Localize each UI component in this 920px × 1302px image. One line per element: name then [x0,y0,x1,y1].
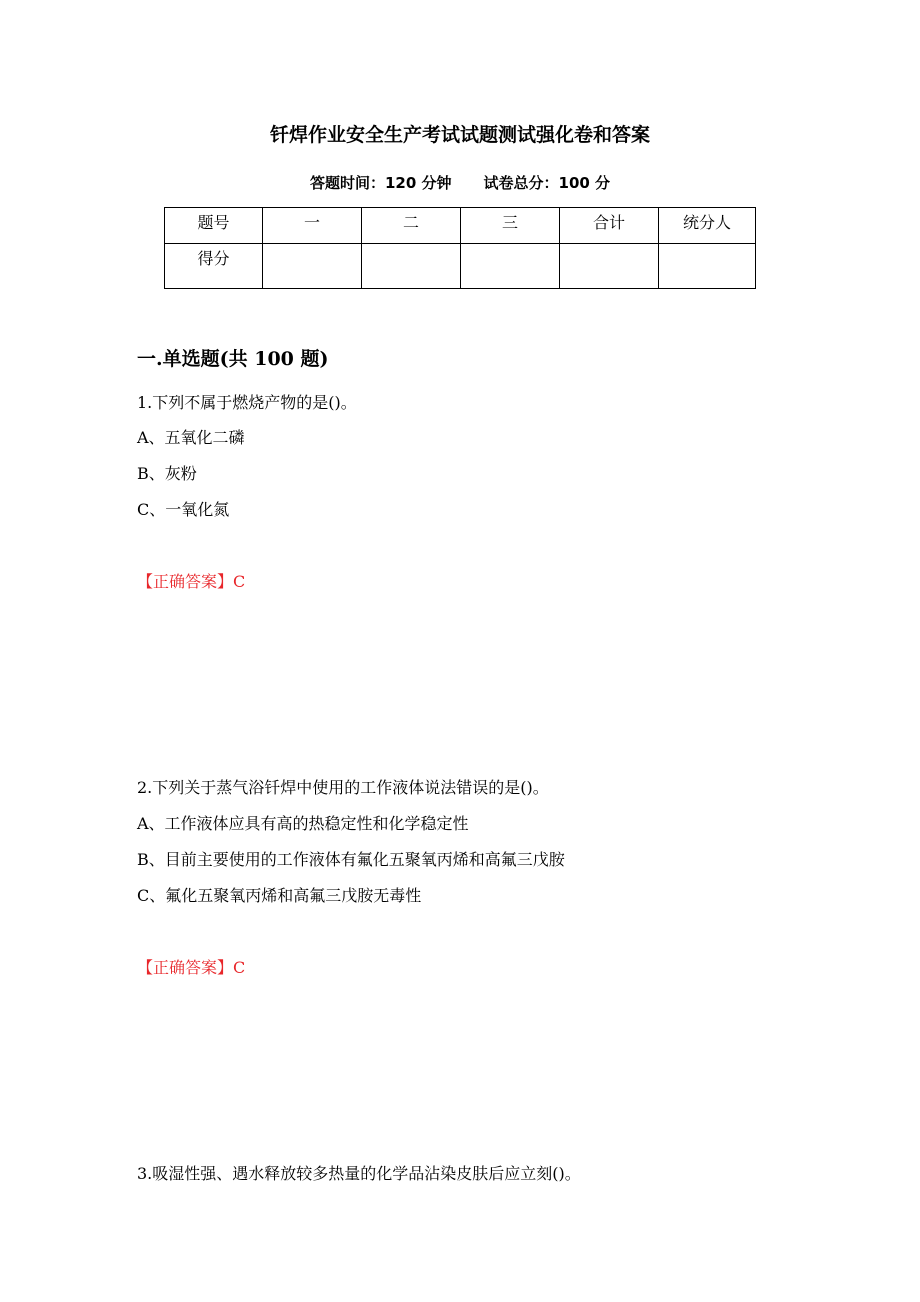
question-stem: 3.吸湿性强、遇水释放较多热量的化学品沾染皮肤后应立刻()。 [137,1164,581,1183]
question-stem: 2.下列关于蒸气浴钎焊中使用的工作液体说法错误的是()。 [137,778,549,797]
score-table-header-row [165,208,756,244]
score-table-row-label: 得分 [165,244,263,289]
exam-title: 钎焊作业安全生产考试试题测试强化卷和答案 [269,124,650,146]
question-option: C、一氧化氮 [137,500,230,519]
question-option: A、工作液体应具有高的热稳定性和化学稳定性 [137,814,469,833]
section-title: 一.单选题(共 100 题) [137,348,329,370]
score-table-header-cell: 合计 [560,208,659,244]
question-stem: 1.下列不属于燃烧产物的是()。 [137,393,357,412]
score-table-header-cell: 题号 [165,208,263,244]
question-option: C、氟化五聚氧丙烯和高氟三戊胺无毒性 [137,886,422,905]
exam-time: 答题时间：120 分钟 [309,174,452,192]
score-table-empty-cell [461,244,560,289]
correct-answer: 【正确答案】C [137,958,246,977]
score-table-empty-cell [560,244,659,289]
question-option: B、灰粉 [137,464,197,483]
exam-meta [0,170,920,196]
score-table-header-cell: 一 [263,208,362,244]
score-table-empty-cell [362,244,461,289]
score-table-score-row [165,244,756,289]
score-table-empty-cell [659,244,756,289]
question-option: A、五氧化二磷 [137,428,245,447]
score-table [164,207,756,289]
score-table-header-cell: 三 [461,208,560,244]
score-table-empty-cell [263,244,362,289]
exam-total-score: 试卷总分：100 分 [483,174,611,192]
score-table-header-cell: 统分人 [659,208,756,244]
score-table-header-cell: 二 [362,208,461,244]
question-option: B、目前主要使用的工作液体有氟化五聚氧丙烯和高氟三戊胺 [137,850,565,869]
correct-answer: 【正确答案】C [137,572,246,591]
